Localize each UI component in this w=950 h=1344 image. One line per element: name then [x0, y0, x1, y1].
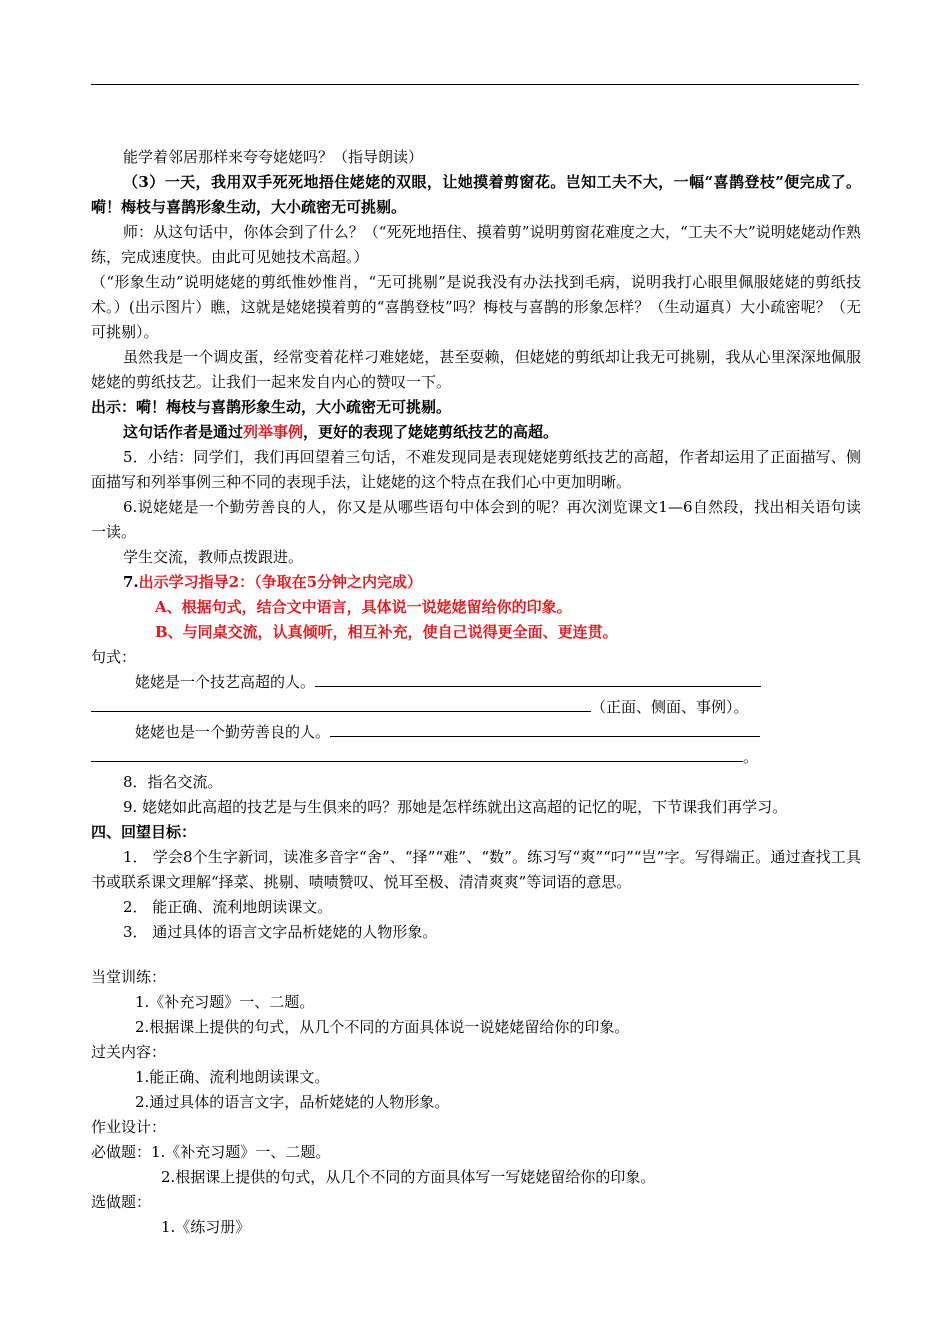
paragraph-show: 出示：嗬！梅枝与喜鹊形象生动，大小疏密无可挑剔。	[91, 398, 452, 416]
paragraph-explanation: （“形象生动”说明姥姥的剪纸惟妙惟肖，“无可挑剔”是说我没有办法找到毛病，说明我打心眼里佩服姥姥的剪纸技术。）(出示图片）瞧，这就是姥姥摸着剪的“喜鹊登枝”吗？梅枝与喜鹊的形象怎样？（生动逼真）大小疏密呢？（无可挑剔）。	[91, 273, 861, 341]
guide-number: 7.	[123, 573, 139, 591]
goal-1: 1． 学会8个生字新词，读准多音字“舍”、“择”“难”、“数”。练习写“爽”“叼”“岂”字。写得端正。通过查找工具书或联系课文理解“择菜、挑剔、啧啧赞叹、悦耳至极、清清爽爽”等词语的意思。	[91, 848, 861, 891]
homework-label: 作业设计：	[91, 1118, 167, 1136]
method-highlight: 列举事例	[243, 423, 304, 441]
class-practice-label: 当堂训练：	[91, 968, 167, 986]
guide-title: 出示学习指导2：（争取在5分钟之内完成）	[138, 573, 423, 591]
paragraph-praise: 能学着邻居那样来夸夸姥姥吗？（指导朗读）	[123, 148, 424, 166]
paragraph-question-6: 6.说姥姥是一个勤劳善良的人，你又是从哪些语句中体会到的呢？再次浏览课文1—6自然段，找出相关语句读一读。	[91, 498, 861, 541]
paragraph-summary: 5．小结：同学们，我们再回望着三句话，不难发现同是表现姥姥剪纸技艺的高超，作者却运用了正面描写、侧面描写和列举事例三种不同的表现手法，让姥姥的这个特点在我们心中更加明晰。	[91, 448, 861, 491]
class-practice-1: 1.《补充习题》一、二题。	[135, 993, 315, 1011]
pattern-line-3	[91, 720, 861, 745]
document-body	[91, 145, 861, 1240]
spacer	[91, 945, 861, 965]
pattern-4-blank	[91, 747, 743, 762]
pattern-3-blank	[330, 722, 760, 737]
method-text-start: 这句话作者是通过	[123, 423, 244, 441]
homework-optional-label: 选做题：	[91, 1193, 152, 1211]
method-text-end: ，更好的表现了姥姥剪纸技艺的高超。	[303, 423, 559, 441]
paragraph-example-3: （3）一天，我用双手死死地捂住姥姥的双眼，让她摸着剪窗花。岂知工夫不大，一幅“喜鹊登枝”便完成了。嗬！梅枝与喜鹊形象生动，大小疏密无可挑剔。	[91, 173, 861, 216]
pattern-2-blank	[91, 697, 591, 712]
pattern-1-blank	[315, 672, 761, 687]
pattern-2-hint: （正面、侧面、事例）。	[591, 698, 749, 716]
paragraph-method	[91, 420, 861, 445]
class-practice-2: 2.根据课上提供的句式，从几个不同的方面具体说一说姥姥留给你的印象。	[135, 1018, 630, 1036]
pattern-4-end: 。	[743, 748, 759, 766]
guide-item-b: B、与同桌交流，认真倾听，相互补充，使自己说得更全面、更连贯。	[155, 623, 618, 641]
pattern-1-text: 姥姥是一个技艺高超的人。	[135, 673, 316, 691]
pattern-line-1	[91, 670, 861, 695]
pattern-line-4	[91, 745, 861, 770]
paragraph-teacher-question: 师：从这句话中，你体会到了什么？（“死死地捂住、摸着剪”说明剪窗花难度之大，“工夫不大”说明姥姥动作熟练，完成速度快。由此可见她技术高超。）	[91, 223, 861, 266]
paragraph-question-9: 9. 姥姥如此高超的技艺是与生俱来的吗？那她是怎样练就出这高超的记忆的呢，下节课我们再学习。	[123, 798, 788, 816]
pass-content-2: 2.通过具体的语言文字，品析姥姥的人物形象。	[135, 1093, 450, 1111]
goal-3: 3． 通过具体的语言文字品析姥姥的人物形象。	[123, 923, 438, 941]
paragraph-exchange-8: 8．指名交流。	[123, 773, 223, 791]
paragraph-naughty: 虽然我是一个调皮蛋，经常变着花样刁难姥姥，甚至耍赖，但姥姥的剪纸却让我无可挑剔，我从心里深深地佩服姥姥的剪纸技艺。让我们一起来发自内心的赞叹一下。	[91, 348, 861, 391]
pattern-3-text: 姥姥也是一个勤劳善良的人。	[135, 723, 331, 741]
sentence-pattern-label: 句式：	[91, 648, 137, 666]
paragraph-exchange: 学生交流，教师点拨跟进。	[123, 548, 304, 566]
homework-required-1: 必做题：1.《补充习题》一、二题。	[91, 1143, 331, 1161]
homework-optional-1: 1.《练习册》	[161, 1218, 251, 1236]
section-heading-review: 四、回望目标：	[91, 823, 197, 841]
pattern-line-2	[91, 695, 861, 720]
paragraph-guide-2	[91, 570, 861, 595]
homework-required-2: 2.根据课上提供的句式，从几个不同的方面具体写一写姥姥留给你的印象。	[161, 1168, 656, 1186]
goal-2: 2． 能正确、流利地朗读课文。	[123, 898, 333, 916]
pass-content-1: 1.能正确、流利地朗读课文。	[135, 1068, 330, 1086]
guide-item-a: A、根据句式，结合文中语言，具体说一说姥姥留给你的印象。	[155, 598, 572, 616]
pass-content-label: 过关内容：	[91, 1043, 167, 1061]
header-rule	[91, 84, 859, 85]
